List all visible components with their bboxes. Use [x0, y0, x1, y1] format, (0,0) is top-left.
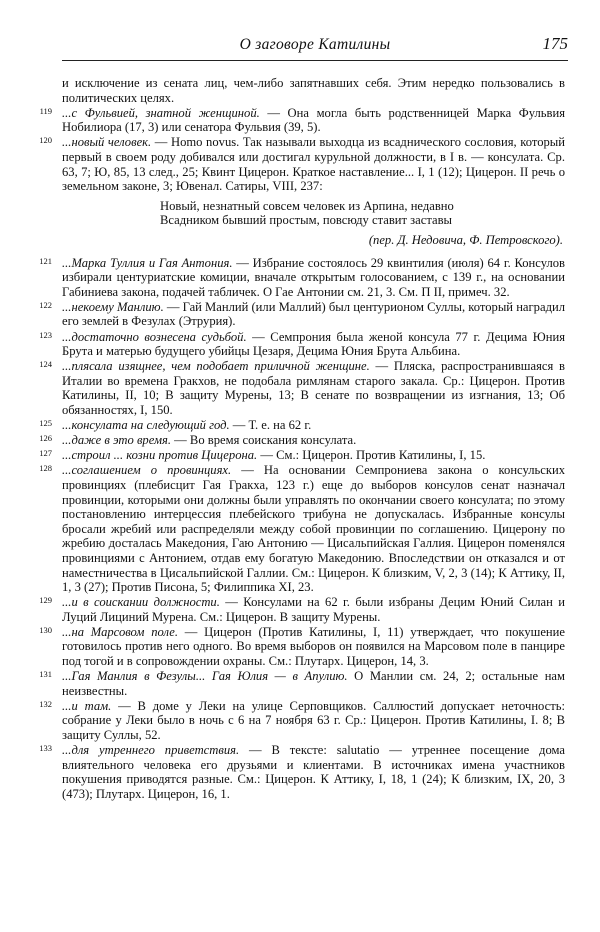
- note-lemma: ...соглашением о провинциях.: [62, 463, 232, 478]
- note-text: — Семпрония была женой консула 77 г. Децима Юния Брута и матерью будущего убийцы Цезаря, Децима Юния Брута Альбина.: [62, 329, 566, 359]
- note-text: — Homo novus. Так называли выходца из всаднического сословия, который первый в своем роду добивался или достигал курульной должности, в I в. — консулата. Ср. 63, 7; Ю, 85, 13 след., 25; Квинт Цицерон. Краткое наставление... I, 1 (12); Цицерон. II речь о земельном законе, 3; Ювенал. Сатиры, VIII, 237:: [62, 135, 565, 194]
- note-number: 126: [39, 433, 52, 444]
- note-133: [39, 743, 565, 801]
- note-124: [39, 359, 565, 417]
- note-number: 123: [39, 329, 52, 340]
- note-lemma: ...для утреннего приветствия.: [62, 743, 240, 758]
- running-header: [62, 34, 568, 61]
- note-lemma: ...на Марсовом поле.: [62, 624, 179, 639]
- note-lemma: ...некоему Манлию.: [62, 299, 164, 314]
- poem-quote: [62, 199, 565, 248]
- note-text: — Консулами на 62 г. были избраны Децим Юний Силан и Луций Лициний Мурена. См.: Цицерон. В защиту Мурены.: [62, 595, 565, 624]
- note-number: 124: [39, 359, 52, 370]
- note-number: 129: [39, 595, 52, 606]
- note-lemma: ...Гая Манлия в Фезулы... Гая Юлия — в Апулию.: [62, 669, 348, 684]
- note-number: 133: [39, 743, 52, 754]
- note-119: [39, 105, 565, 135]
- note-number: 131: [39, 669, 52, 680]
- note-120: [39, 135, 565, 194]
- note-text: — Т. е. на 62 г.: [229, 418, 312, 433]
- note-continuation: [62, 76, 565, 105]
- note-lemma: ...строил ... козни против Цицерона.: [62, 448, 258, 463]
- note-number: 120: [39, 135, 52, 146]
- note-127: [39, 448, 565, 463]
- note-text: О Манлии см. 24, 2; остальные нам неизвестны.: [62, 669, 565, 698]
- note-lemma: ...достаточно вознесена судьбой.: [62, 329, 247, 344]
- note-lemma: ...даже в это время.: [62, 433, 172, 448]
- note-128: [39, 463, 566, 595]
- poem-credit: (пер. Д. Недовича, Ф. Петровского).: [368, 232, 563, 247]
- note-lemma: ...плясала изящнее, чем подобает приличной женщине.: [62, 359, 370, 374]
- note-number: 122: [39, 299, 52, 310]
- note-126: [39, 433, 565, 448]
- note-text: — В доме у Леки на улице Серповщиков. Саллюстий допускает неточность: собрание у Леки было в ночь с 6 на 7 ноября 63 г. Ср.: Цицерон. Против Катилины, I. 8; В защиту Суллы, 52.: [62, 698, 566, 743]
- poem-line-1: Новый, незнатный совсем человек из Арпина, недавно: [160, 198, 454, 213]
- note-number: 130: [39, 624, 52, 635]
- note-122: [39, 299, 566, 329]
- note-121: [39, 255, 565, 300]
- note-text: — Цицерон (Против Катилины, I, 11) утверждает, что покушение готовилось против него одного. Во время выборов он появился на Марсовом поле в панцире под тогой и в сопровождении охраны. См.: Плутарх. Цицерон, 14, 3.: [62, 624, 565, 669]
- note-text: — На основании Семпрониева закона о консульских провинциях (плебисцит Гая Гракха, 123 г.) еще до выборов консулов сенат назначал провинции, которыми они должны были управлять по окончании своего консулата; по этому постановлению интерцессия плебейского трибуна не допускалась. Избранные консулы бросали жребий или распределяли между собой провинции по соглашению. Цицерону по жребию досталась Македония, Гаю Антонию — Цисальпийская Галлия. Цицерон поменялся провинциями с Антонием, отдав ему богатую Македонию. Впоследствии он отказался и от наместничества в Цисальпийской Галлии. См.: Цицерон. К близким, V, 2, 3 (14); К Аттику, II, 1, 3 (27); Против Писона, 5; Филиппика XI, 23.: [62, 463, 566, 595]
- note-number: 125: [39, 418, 52, 429]
- note-125: [39, 418, 565, 433]
- note-text: — Она могла быть родственницей Марка Фульвия Нобилиора (17, 3) или сенатора Фульвия (39, 5).: [62, 105, 565, 135]
- note-text: — Гай Манлий (или Маллий) был центурионом Суллы, который наградил его землей в Фезулах (Этрурия).: [62, 299, 566, 329]
- endnotes: [39, 76, 566, 802]
- note-lemma: ...с Фульвией, знатной женщиной.: [62, 105, 260, 120]
- note-lemma: ...и в соискании должности.: [62, 595, 220, 610]
- note-number: 121: [39, 255, 52, 266]
- note-number: 119: [39, 105, 52, 116]
- note-text: — Во время соискания консулата.: [171, 433, 357, 448]
- running-title: О заговоре Катилины: [239, 36, 391, 53]
- note-text: — Пляска, распространившаяся в Италии во времена Гракхов, не подобала римлянам старого закала. Ср.: Цицерон. Против Катилины, II, 10; В защиту Мурены, 13; В сенате по возвращении из изгнания, 13; Об обязанностях, I, 150.: [62, 359, 565, 417]
- note-text: и исключение из сената лиц, чем-либо запятнавших себя. Этим нередко пользовались в политических целях.: [62, 76, 565, 105]
- note-lemma: ...новый человек.: [62, 135, 152, 150]
- note-129: [39, 595, 565, 624]
- note-132: [39, 698, 566, 743]
- note-130: [39, 624, 565, 669]
- note-131: [39, 669, 565, 698]
- page-number: 175: [542, 34, 568, 53]
- note-number: 132: [39, 698, 52, 709]
- note-text: — В тексте: salutatio — утреннее посещение дома влиятельного человека его друзьями и клиентами. В источниках имена участников покушения приводятся разные. См.: Цицерон. К Аттику, I, 18, 1 (24); К близким, IX, 20, 3 (473); Плутарх. Цицерон, 16, 1.: [62, 743, 565, 801]
- note-123: [39, 329, 566, 359]
- note-lemma: ...и там.: [62, 698, 112, 713]
- poem-line-2: Всадником бывший простым, повсюду ставит заставы: [160, 213, 452, 228]
- note-number: 128: [39, 463, 52, 474]
- note-lemma: ...консулата на следующий год.: [62, 418, 230, 433]
- note-text: — Избрание состоялось 29 квинтилия (июля) 64 г. Консулов избирали центуриатские комиции, вначале открытым голосованием, с 139 г., на основании Габиниева закона, подачей табличек. О Гае Антонии см. 21, 3. См. П II, примеч. 32.: [62, 255, 565, 299]
- note-number: 127: [39, 448, 52, 459]
- note-text: — См.: Цицерон. Против Катилины, I, 15.: [257, 448, 486, 463]
- note-lemma: ...Марка Туллия и Гая Антония.: [62, 255, 233, 270]
